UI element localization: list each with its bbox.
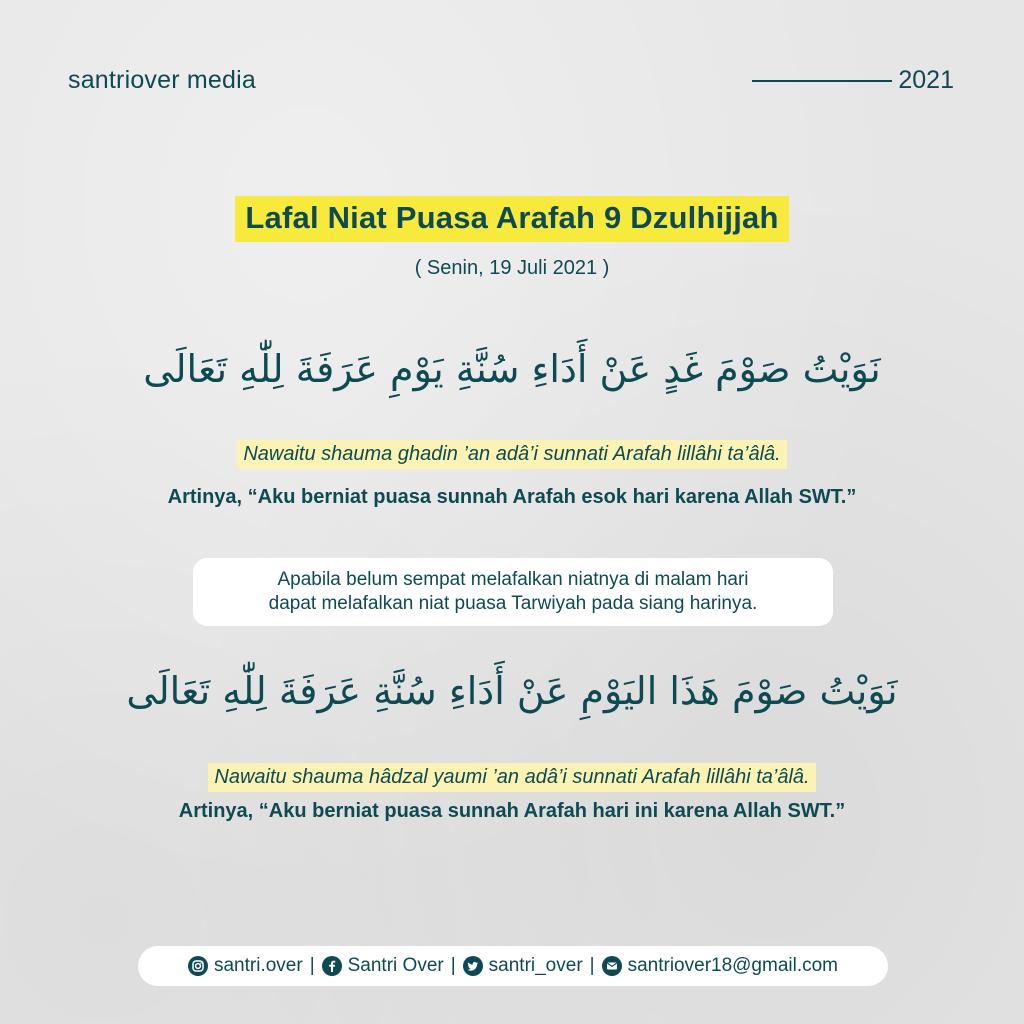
note-line-2: dapat melafalkan niat puasa Tarwiyah pada siang harinya. bbox=[268, 593, 758, 614]
niat-2-arabic: نَوَيْتُ صَوْمَ هَذَا اليَوْمِ عَنْ أَدَاءِ سُنَّةِ عَرَفَةَ لِلّٰهِ تَعَالَى bbox=[126, 669, 898, 713]
date-subtitle: ( Senin, 19 Juli 2021 ) bbox=[414, 257, 610, 279]
footer-separator: | bbox=[309, 955, 315, 976]
year-divider-line bbox=[752, 80, 892, 82]
note-box bbox=[193, 558, 833, 626]
twitter-icon bbox=[463, 956, 483, 976]
twitter-handle: santri_over bbox=[488, 955, 583, 976]
email-address: santriover18@gmail.com bbox=[627, 955, 839, 976]
niat-2-latin-container bbox=[0, 763, 1024, 792]
niat-1-latin-container bbox=[0, 440, 1024, 469]
twitter-link[interactable] bbox=[463, 955, 583, 977]
note-line-1: Apabila belum sempat melafalkan niatnya di malam hari bbox=[277, 569, 749, 590]
facebook-icon bbox=[322, 956, 342, 976]
niat-2-latin: Nawaitu shauma hâdzal yaumi ’an adâ’i sunnati Arafah lillâhi ta’âlâ. bbox=[208, 763, 815, 792]
social-footer bbox=[138, 946, 888, 986]
brand-name: santriover media bbox=[68, 66, 257, 94]
email-link[interactable] bbox=[602, 955, 838, 977]
facebook-handle: Santri Over bbox=[347, 955, 444, 976]
instagram-icon bbox=[188, 956, 208, 976]
year-marker bbox=[752, 66, 954, 95]
page-title: Lafal Niat Puasa Arafah 9 Dzulhijjah bbox=[235, 196, 788, 242]
instagram-handle: santri.over bbox=[213, 955, 303, 976]
niat-1-latin: Nawaitu shauma ghadin ’an adâ’i sunnati Arafah lillâhi ta’âlâ. bbox=[237, 440, 786, 469]
email-icon bbox=[602, 956, 622, 976]
niat-2-meaning: Artinya, “Aku berniat puasa sunnah Arafah hari ini karena Allah SWT.” bbox=[178, 800, 846, 822]
niat-1-arabic: نَوَيْتُ صَوْمَ غَدٍ عَنْ أَدَاءِ سُنَّةِ يَوْمِ عَرَفَةَ لِلّٰهِ تَعَالَى bbox=[143, 347, 881, 391]
facebook-link[interactable] bbox=[322, 955, 444, 977]
footer-separator: | bbox=[450, 955, 456, 976]
title-container bbox=[0, 196, 1024, 242]
niat-1-meaning: Artinya, “Aku berniat puasa sunnah Arafah esok hari karena Allah SWT.” bbox=[167, 486, 857, 508]
year-label: 2021 bbox=[898, 66, 954, 94]
footer-separator: | bbox=[589, 955, 595, 976]
instagram-link[interactable] bbox=[188, 955, 303, 977]
